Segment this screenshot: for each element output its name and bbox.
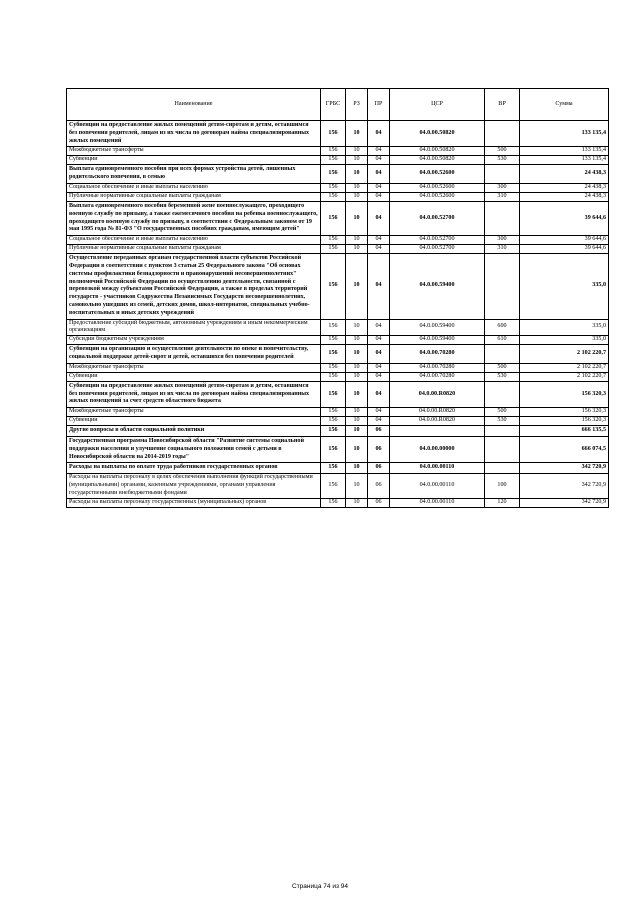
rz-cell: 10 [346, 474, 368, 498]
vr-cell [485, 345, 520, 364]
csr-cell: 04.0.00.59400 [390, 319, 485, 336]
csr-cell: 04.0.00.59400 [390, 336, 485, 345]
grbs-cell: 156 [321, 156, 346, 165]
grbs-cell: 156 [321, 165, 346, 184]
csr-cell: 04.0.00.00110 [390, 463, 485, 474]
name-cell: Осуществление переданных органам государственной власти субъектов Российской Федерации в соответствии с пунктом 3 статьи 25 Федерального закона "Об основах системы профилактики безнадзорности и правонарушений несовершеннолетних" полномочий Российской Федерации по осуществлению деятельности, связанной с перевозкой между субъектами Российской Федерации, а также в пределах территорий государств - участников Содружества Независимых Государств несовершеннолетних, самовольно ушедших из семей, детских домов, школ-интернатов, специальных учебно-воспитательных и иных детских учреждений [67, 254, 321, 319]
sum-cell: 2 102 220,7 [520, 345, 609, 364]
vr-cell: 530 [485, 156, 520, 165]
sum-cell: 133 135,4 [520, 121, 609, 147]
table-row [67, 156, 609, 165]
table-row [67, 319, 609, 336]
table-body [67, 121, 609, 508]
name-cell: Субвенции [67, 417, 321, 426]
table-row [67, 463, 609, 474]
name-cell: Межбюджетные трансферты [67, 363, 321, 372]
grbs-cell: 156 [321, 183, 346, 192]
table-row [67, 183, 609, 192]
sum-cell: 156 320,3 [520, 381, 609, 407]
vr-cell: 310 [485, 245, 520, 254]
page-footer: Страница 74 из 94 [292, 883, 348, 890]
rz-cell: 10 [346, 372, 368, 381]
pr-cell: 06 [368, 436, 390, 462]
grbs-cell: 156 [321, 474, 346, 498]
pr-cell: 04 [368, 363, 390, 372]
rz-cell: 10 [346, 408, 368, 417]
csr-cell: 04.0.00.R0820 [390, 381, 485, 407]
grbs-cell: 156 [321, 381, 346, 407]
vr-cell: 300 [485, 236, 520, 245]
name-cell: Расходы на выплаты по оплате труда работников государственных органов [67, 463, 321, 474]
name-cell: Публичные нормативные социальные выплаты гражданам [67, 245, 321, 254]
name-cell: Расходы на выплаты персоналу в целях обеспечения выполнения функций государственными (муниципальными) органами, казенными учреждениями, органами управления государственными внебюджетными фондами [67, 474, 321, 498]
grbs-cell: 156 [321, 319, 346, 336]
csr-cell: 04.0.00.52700 [390, 236, 485, 245]
vr-cell [485, 254, 520, 319]
sum-cell: 156 320,3 [520, 408, 609, 417]
pr-cell: 04 [368, 156, 390, 165]
csr-cell: 04.0.00.00110 [390, 474, 485, 498]
name-cell: Межбюджетные трансферты [67, 408, 321, 417]
csr-cell: 04.0.00.70280 [390, 345, 485, 364]
rz-cell: 10 [346, 436, 368, 462]
grbs-cell: 156 [321, 121, 346, 147]
rz-cell: 10 [346, 183, 368, 192]
pr-cell: 04 [368, 345, 390, 364]
sum-cell: 39 644,6 [520, 236, 609, 245]
pr-cell: 06 [368, 474, 390, 498]
csr-cell: 04.0.00.00000 [390, 436, 485, 462]
pr-cell: 04 [368, 165, 390, 184]
vr-cell: 530 [485, 417, 520, 426]
sum-cell: 24 438,3 [520, 165, 609, 184]
pr-cell: 04 [368, 183, 390, 192]
grbs-cell: 156 [321, 236, 346, 245]
rz-cell: 10 [346, 236, 368, 245]
vr-cell: 120 [485, 498, 520, 507]
pr-cell: 06 [368, 463, 390, 474]
table-row [67, 201, 609, 235]
header-grbs: ГРБС [321, 89, 346, 121]
sum-cell: 335,0 [520, 336, 609, 345]
csr-cell: 04.0.00.52700 [390, 245, 485, 254]
sum-cell: 2 102 220,7 [520, 363, 609, 372]
rz-cell: 10 [346, 345, 368, 364]
grbs-cell: 156 [321, 363, 346, 372]
sum-cell: 342 720,9 [520, 498, 609, 507]
table-row [67, 372, 609, 381]
csr-cell: 04.0.00.50820 [390, 147, 485, 156]
pr-cell: 04 [368, 147, 390, 156]
csr-cell: 04.0.00.70280 [390, 363, 485, 372]
rz-cell: 10 [346, 245, 368, 254]
sum-cell: 133 135,4 [520, 147, 609, 156]
name-cell: Другие вопросы в области социальной политики [67, 426, 321, 437]
rz-cell: 10 [346, 336, 368, 345]
sum-cell: 666 074,5 [520, 436, 609, 462]
table-row [67, 147, 609, 156]
sum-cell: 335,0 [520, 254, 609, 319]
rz-cell: 10 [346, 147, 368, 156]
header-pr: ПР [368, 89, 390, 121]
grbs-cell: 156 [321, 192, 346, 201]
pr-cell: 04 [368, 192, 390, 201]
sum-cell: 24 438,3 [520, 183, 609, 192]
csr-cell: 04.0.00.52600 [390, 192, 485, 201]
vr-cell [485, 463, 520, 474]
name-cell: Расходы на выплаты персоналу государственных (муниципальных) органов [67, 498, 321, 507]
name-cell: Предоставление субсидий бюджетным, автономным учреждениям и иным некоммерческим организациям [67, 319, 321, 336]
csr-cell: 04.0.00.52600 [390, 165, 485, 184]
sum-cell: 335,0 [520, 319, 609, 336]
sum-cell: 133 135,4 [520, 156, 609, 165]
sum-cell: 342 720,9 [520, 474, 609, 498]
rz-cell: 10 [346, 165, 368, 184]
rz-cell: 10 [346, 201, 368, 235]
rz-cell: 10 [346, 319, 368, 336]
vr-cell [485, 121, 520, 147]
grbs-cell: 156 [321, 498, 346, 507]
pr-cell: 04 [368, 121, 390, 147]
table-row [67, 474, 609, 498]
table-row [67, 345, 609, 364]
vr-cell [485, 201, 520, 235]
header-name: Наименование [67, 89, 321, 121]
table-row [67, 436, 609, 462]
name-cell: Выплата единовременного пособия при всех формах устройства детей, лишенных родительского попечения, в семью [67, 165, 321, 184]
vr-cell [485, 426, 520, 437]
grbs-cell: 156 [321, 463, 346, 474]
name-cell: Субвенции на организацию и осуществление деятельности по опеке и попечительству, социальной поддержке детей-сирот и детей, оставшихся без попечения родителей [67, 345, 321, 364]
csr-cell: 04.0.00.R0820 [390, 408, 485, 417]
name-cell: Государственная программа Новосибирской области "Развитие системы социальной поддержки населения и улучшение социального положения семей с детьми в Новосибирской области на 2014-2019 годы" [67, 436, 321, 462]
rz-cell: 10 [346, 192, 368, 201]
csr-cell: 04.0.00.52600 [390, 183, 485, 192]
rz-cell: 10 [346, 156, 368, 165]
vr-cell: 300 [485, 183, 520, 192]
table-row [67, 254, 609, 319]
csr-cell: 04.0.00.R0820 [390, 417, 485, 426]
sum-cell: 39 644,6 [520, 245, 609, 254]
grbs-cell: 156 [321, 426, 346, 437]
vr-cell: 500 [485, 408, 520, 417]
pr-cell: 04 [368, 236, 390, 245]
csr-cell: 04.0.00.50820 [390, 156, 485, 165]
name-cell: Публичные нормативные социальные выплаты гражданам [67, 192, 321, 201]
budget-table [66, 88, 609, 508]
rz-cell: 10 [346, 363, 368, 372]
table-row [67, 236, 609, 245]
table-row [67, 363, 609, 372]
vr-cell: 500 [485, 363, 520, 372]
sum-cell: 24 438,3 [520, 192, 609, 201]
sum-cell: 2 102 220,7 [520, 372, 609, 381]
csr-cell [390, 426, 485, 437]
name-cell: Субвенции на предоставление жилых помещений детям-сиротам и детям, оставшимся без попечения родителей, лицам из их числа по договорам найма специализированных жилых помещений [67, 121, 321, 147]
grbs-cell: 156 [321, 147, 346, 156]
header-rz: РЗ [346, 89, 368, 121]
grbs-cell: 156 [321, 254, 346, 319]
pr-cell: 06 [368, 426, 390, 437]
pr-cell: 04 [368, 201, 390, 235]
vr-cell: 610 [485, 336, 520, 345]
vr-cell [485, 436, 520, 462]
sum-cell: 342 720,9 [520, 463, 609, 474]
pr-cell: 04 [368, 417, 390, 426]
pr-cell: 04 [368, 245, 390, 254]
table-row [67, 245, 609, 254]
grbs-cell: 156 [321, 245, 346, 254]
name-cell: Субсидии бюджетным учреждениям [67, 336, 321, 345]
name-cell: Субвенции [67, 372, 321, 381]
csr-cell: 04.0.00.50820 [390, 121, 485, 147]
grbs-cell: 156 [321, 436, 346, 462]
csr-cell: 04.0.00.52700 [390, 201, 485, 235]
grbs-cell: 156 [321, 417, 346, 426]
grbs-cell: 156 [321, 372, 346, 381]
rz-cell: 10 [346, 381, 368, 407]
table-row [67, 498, 609, 507]
csr-cell: 04.0.00.59400 [390, 254, 485, 319]
name-cell: Субвенции на предоставление жилых помещений детям-сиротам и детям, оставшимся без попечения родителей, лицам из их числа по договорам найма специализированных жилых помещений за счет средств областного бюджета [67, 381, 321, 407]
sum-cell: 666 135,5 [520, 426, 609, 437]
vr-cell: 600 [485, 319, 520, 336]
rz-cell: 10 [346, 121, 368, 147]
rz-cell: 10 [346, 417, 368, 426]
vr-cell: 530 [485, 372, 520, 381]
name-cell: Субвенции [67, 156, 321, 165]
name-cell: Выплата единовременного пособия беременной жене военнослужащего, проходящего военную службу по призыву, а также ежемесячного пособия на ребенка военнослужащего, проходящего военную службу по призыву, в соответствии с Федеральным законом от 19 мая 1995 года № 81-ФЗ "О государственных пособиях гражданам, имеющим детей" [67, 201, 321, 235]
vr-cell: 310 [485, 192, 520, 201]
vr-cell [485, 381, 520, 407]
table-row [67, 381, 609, 407]
table-row [67, 121, 609, 147]
pr-cell: 04 [368, 336, 390, 345]
grbs-cell: 156 [321, 345, 346, 364]
table-row [67, 417, 609, 426]
sum-cell: 39 644,6 [520, 201, 609, 235]
vr-cell: 500 [485, 147, 520, 156]
table-row [67, 336, 609, 345]
pr-cell: 04 [368, 408, 390, 417]
name-cell: Социальное обеспечение и иные выплаты населению [67, 236, 321, 245]
grbs-cell: 156 [321, 408, 346, 417]
sum-cell: 156 320,3 [520, 417, 609, 426]
table-row [67, 426, 609, 437]
rz-cell: 10 [346, 463, 368, 474]
pr-cell: 06 [368, 498, 390, 507]
vr-cell [485, 165, 520, 184]
name-cell: Социальное обеспечение и иные выплаты населению [67, 183, 321, 192]
pr-cell: 04 [368, 254, 390, 319]
name-cell: Межбюджетные трансферты [67, 147, 321, 156]
header-csr: ЦСР [390, 89, 485, 121]
rz-cell: 10 [346, 498, 368, 507]
table-row [67, 165, 609, 184]
rz-cell: 10 [346, 254, 368, 319]
pr-cell: 04 [368, 319, 390, 336]
header-vr: ВР [485, 89, 520, 121]
rz-cell: 10 [346, 426, 368, 437]
csr-cell: 04.0.00.00110 [390, 498, 485, 507]
pr-cell: 04 [368, 372, 390, 381]
table-header-row [67, 89, 609, 121]
grbs-cell: 156 [321, 336, 346, 345]
pr-cell: 04 [368, 381, 390, 407]
header-sum: Сумма [520, 89, 609, 121]
grbs-cell: 156 [321, 201, 346, 235]
csr-cell: 04.0.00.70280 [390, 372, 485, 381]
vr-cell: 100 [485, 474, 520, 498]
table-row [67, 408, 609, 417]
table-row [67, 192, 609, 201]
